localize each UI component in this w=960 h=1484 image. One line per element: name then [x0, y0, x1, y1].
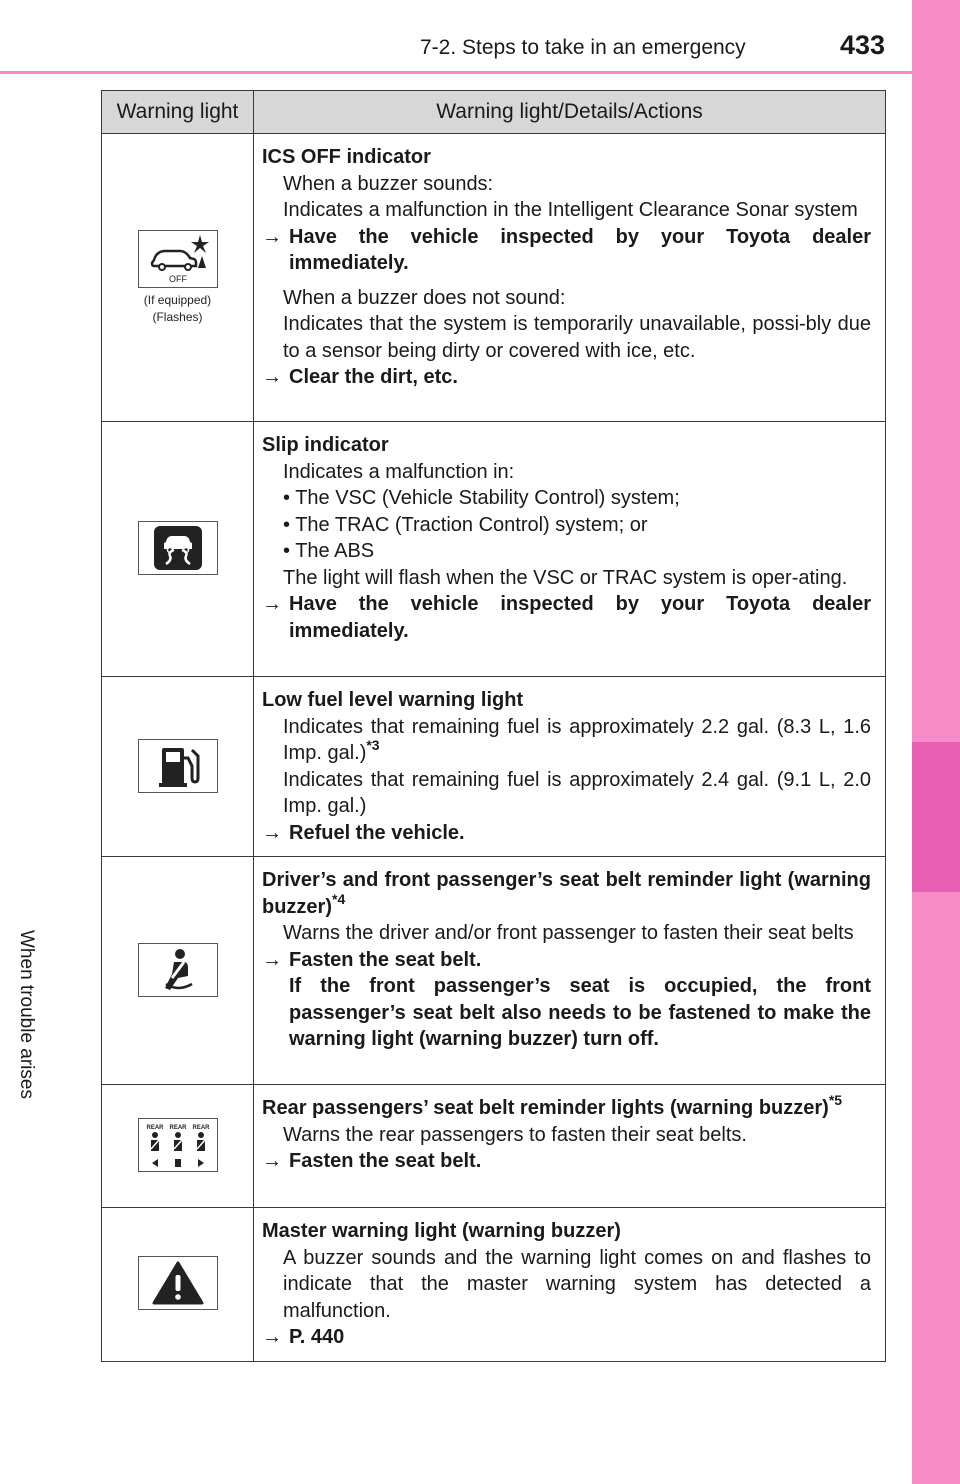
warning-title: Slip indicator — [262, 434, 389, 456]
action-line: → Refuel the vehicle. — [262, 820, 871, 847]
bullet-item: • The VSC (Vehicle Stability Control) system; — [283, 487, 680, 509]
chapter-side-tab — [912, 0, 960, 1484]
detail-line: When a buzzer sounds: — [283, 172, 494, 195]
details-cell — [254, 134, 886, 422]
detail-line: The light will flash when the VSC or TRAC system is oper-ating. — [283, 566, 848, 589]
chapter-tab-highlight — [912, 742, 960, 892]
table-row — [102, 1208, 886, 1362]
warning-light-table — [101, 90, 886, 1362]
arrow-icon: → — [262, 948, 282, 971]
detail-line: Warns the rear passengers to fasten their seat belts. — [283, 1123, 747, 1146]
section-title: 7-2. Steps to take in an emergency — [420, 36, 746, 59]
header-rule — [0, 71, 912, 74]
icon-cell — [102, 677, 254, 857]
arrow-icon: → — [262, 1326, 282, 1348]
icon-cell — [102, 422, 254, 677]
slip-indicator-icon — [138, 521, 218, 575]
action-detail: If the front passenger’s seat is occupied, the front passenger’s seat belt also needs to be fastened to make the warning light (warning buzzer) turn off. — [289, 975, 871, 1050]
icon-caption-if-equipped: (If equipped) — [143, 293, 212, 307]
fuel-pump-icon — [138, 739, 218, 793]
rear-seat-belt-icon — [138, 1118, 218, 1172]
bullet-item: • The TRAC (Traction Control) system; or — [283, 513, 648, 536]
icon-caption-flashes: (Flashes) — [152, 310, 203, 324]
page-number: 433 — [840, 30, 886, 60]
details-cell — [254, 677, 886, 857]
table-row — [102, 422, 886, 677]
details-cell — [254, 1208, 886, 1362]
column-header-warning-light: Warning light — [102, 91, 254, 134]
arrow-icon: → — [262, 593, 282, 615]
detail-line: Indicates a malfunction in the Intelligent Clearance Sonar system — [283, 199, 858, 221]
seat-belt-icon — [138, 943, 218, 997]
action-line: → Have the vehicle inspected by your Toyota dealer immediately. — [262, 593, 871, 642]
column-header-details: Warning light/Details/Actions — [254, 91, 886, 134]
arrow-icon: → — [262, 366, 282, 388]
details-cell — [254, 857, 886, 1085]
detail-line: Indicates that remaining fuel is approximately 2.4 gal. (9.1 L, 2.0 Imp. gal.) — [283, 768, 871, 817]
detail-line: Indicates that the system is temporarily unavailable, possi-bly due to a sensor being dirty or covered with ice, etc. — [283, 313, 871, 362]
chapter-title: When trouble arises — [16, 930, 37, 1099]
master-warning-icon — [138, 1256, 218, 1310]
table-row — [102, 857, 886, 1085]
detail-line: When a buzzer does not sound: — [283, 286, 566, 309]
action-line: → Clear the dirt, etc. — [262, 364, 871, 391]
details-cell — [254, 1085, 886, 1208]
detail-line: Indicates that remaining fuel is approximately 2.2 gal. (8.3 L, 1.6 Imp. gal.)$^{*3}$ — [283, 715, 871, 764]
action-line: → Fasten the seat belt. — [262, 1148, 871, 1175]
detail-line: Warns the driver and/or front passenger to fasten their seat belts — [283, 922, 854, 944]
svg-text:REAR: REAR — [191, 1125, 210, 1131]
table-row — [102, 677, 886, 857]
footnote-ref: *5 — [828, 1092, 843, 1108]
action-line: → Fasten the seat belt. — [262, 947, 871, 974]
icon-cell — [102, 1085, 254, 1208]
table-header-row — [102, 91, 886, 134]
table-row — [102, 1085, 886, 1208]
icon-cell — [102, 857, 254, 1085]
warning-title: Driver’s and front passenger’s seat belt reminder light (warning buzzer)$^{*4}$ — [262, 869, 871, 918]
svg-text:REAR: REAR — [145, 1125, 164, 1131]
arrow-icon: → — [262, 1150, 282, 1172]
ics-off-icon — [138, 230, 218, 288]
footnote-ref: *3 — [366, 737, 380, 753]
bullet-item: • The ABS — [283, 540, 375, 562]
chapter-number: 7 — [18, 858, 29, 878]
warning-title: Rear passengers’ seat belt reminder lights (warning buzzer)$^{*5}$ — [262, 1092, 843, 1119]
icon-off-label: OFF — [168, 274, 187, 284]
page-reference-link[interactable]: → P. 440 — [262, 1324, 871, 1351]
arrow-icon: → — [262, 225, 282, 248]
action-line: → Have the vehicle inspected by your Toyota dealer immediately. — [262, 225, 871, 274]
warning-title: Master warning light (warning buzzer) — [262, 1220, 621, 1242]
icon-cell — [102, 1208, 254, 1362]
details-cell — [254, 422, 886, 677]
warning-title: Low fuel level warning light — [262, 689, 524, 711]
icon-cell — [102, 134, 254, 422]
detail-line: Indicates a malfunction in: — [283, 460, 515, 483]
detail-line: A buzzer sounds and the warning light comes on and flashes to indicate that the master warning system has detected a malfunction. — [283, 1246, 871, 1322]
warning-title: ICS OFF indicator — [262, 146, 431, 168]
footnote-ref: *4 — [332, 890, 346, 907]
arrow-icon: → — [262, 821, 282, 844]
svg-text:REAR: REAR — [168, 1125, 187, 1131]
table-row — [102, 134, 886, 422]
